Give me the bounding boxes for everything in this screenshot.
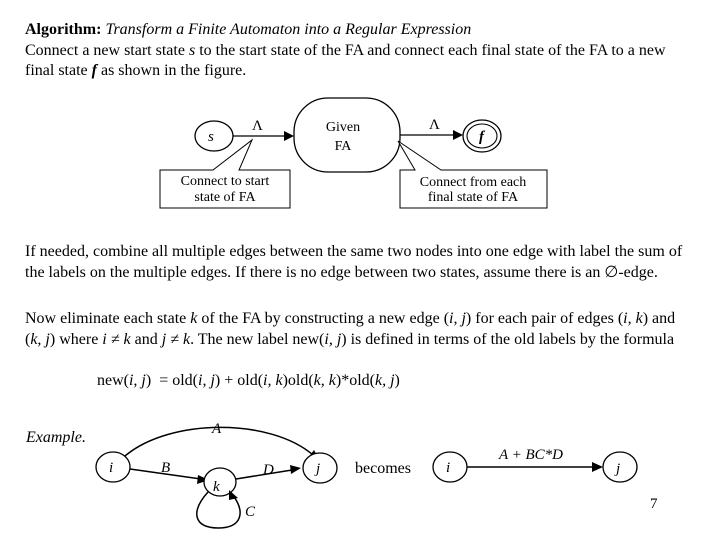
- intro-text-3: as shown in the figure.: [96, 62, 247, 79]
- formula-arg-3: i, k: [263, 372, 283, 389]
- edge-a-label: A: [212, 421, 222, 437]
- combine-rule: [25, 242, 695, 283]
- after-node-i-label: i: [446, 460, 451, 476]
- before-node-j-label: j: [316, 461, 321, 477]
- lambda-right: Λ: [429, 117, 440, 133]
- algorithm-heading: Algorithm:: [25, 21, 102, 38]
- intro-text-2: to the start state of the FA and connect each final state of the FA to a new final state: [25, 41, 666, 79]
- intro-s: s: [188, 41, 196, 59]
- intro-f: f: [91, 62, 97, 79]
- elim-text-7: . The new label new(: [190, 330, 325, 348]
- elim-text-3: ) for each pair of edges (: [465, 310, 624, 327]
- after-edge-arrowhead: [592, 462, 603, 472]
- combine-text: If needed, combine all multiple edges between the same two nodes into one edge with label the sum of the labels on the multiple edges. If there is no edge between two states, assume there is an ∅-edge.: [25, 243, 683, 281]
- elim-text-1: Now eliminate each state: [25, 310, 191, 327]
- elim-text-2: of the FA by constructing a new edge (: [197, 310, 450, 327]
- formula-part-3: ) + old(: [214, 372, 264, 389]
- given-fa-label-1: Given: [325, 120, 361, 135]
- becomes-text: becomes: [355, 460, 411, 477]
- edge-c-label: C: [245, 504, 256, 520]
- formula-arg-2: i, j: [198, 372, 215, 389]
- construction-figure: [0, 0, 720, 240]
- formula: [97, 372, 400, 390]
- edge-b-label: B: [161, 460, 171, 476]
- elim-ij: i, j: [449, 310, 466, 327]
- elim-text-8: ) is defined in terms of the old labels by the formula: [341, 330, 675, 348]
- given-fa-label-2: FA: [334, 139, 352, 154]
- after-node-j-label: j: [616, 461, 621, 477]
- elim-ik: i, k: [623, 310, 643, 327]
- callout-right-line2: final state of FA: [427, 190, 519, 205]
- callout-left-line2: state of FA: [194, 190, 256, 205]
- example-label: Example.: [26, 429, 86, 446]
- elim-text-6: and: [130, 330, 162, 348]
- given-fa-box: [294, 98, 400, 172]
- formula-arg-1: i, j: [128, 372, 146, 389]
- before-node-i-label: i: [109, 460, 114, 476]
- algorithm-title: Transform a Finite Automaton into a Regular Expression: [105, 21, 472, 38]
- formula-part-1: new(: [97, 372, 129, 389]
- before-node-k-label: k: [213, 479, 220, 495]
- callout-right-line1: Connect from each: [419, 175, 527, 190]
- page-number: 7: [650, 496, 658, 512]
- elimination-rule: [25, 309, 695, 350]
- example-figure: [0, 400, 720, 540]
- arrowhead-fa-to-f: [453, 130, 463, 140]
- callout-left-line1: Connect to start: [180, 174, 270, 189]
- intro-text-1: Connect a new start state: [25, 41, 189, 59]
- edge-d-arrowhead: [290, 465, 301, 474]
- edge-d-label: D: [263, 462, 274, 478]
- formula-arg-5: k, j: [374, 372, 395, 389]
- arrowhead-s-to-fa: [284, 131, 294, 141]
- elim-text-5: ) where: [49, 330, 103, 348]
- lambda-left: Λ: [252, 118, 263, 134]
- edge-c-arrowhead: [229, 490, 238, 500]
- formula-part-5: )*old(: [335, 372, 375, 389]
- elim-i-ne-k: i ≠ k: [102, 330, 131, 348]
- after-edge-label: A + BC*D: [498, 447, 564, 463]
- elim-j-ne-k: j ≠ k: [161, 330, 191, 348]
- final-state-label: f: [479, 129, 484, 145]
- formula-part-2: ) = old(: [145, 372, 198, 389]
- elim-k: k: [190, 310, 198, 327]
- elim-kj: k, j: [30, 330, 50, 348]
- before-node-k: [204, 468, 236, 496]
- formula-part-6: ): [394, 372, 400, 389]
- formula-arg-4: k, k: [313, 372, 336, 389]
- formula-part-4: )old(: [282, 372, 314, 389]
- elim-ij-2: i, j: [324, 330, 342, 348]
- start-state-node: [195, 121, 233, 151]
- elim-text-4: ) and (: [25, 310, 676, 348]
- start-state-label: s: [208, 129, 214, 145]
